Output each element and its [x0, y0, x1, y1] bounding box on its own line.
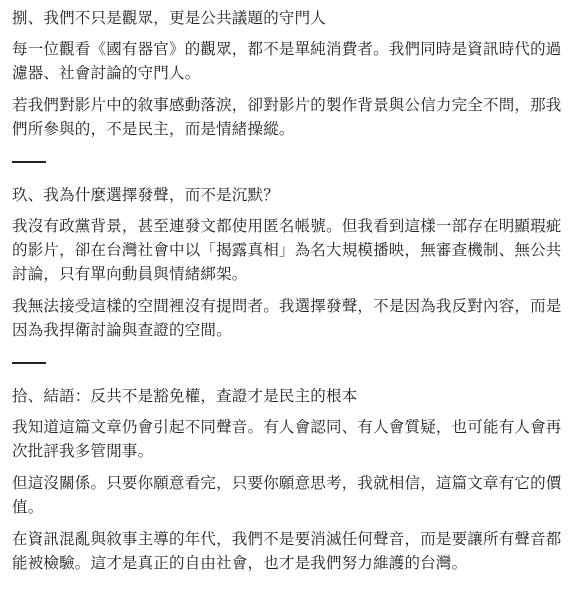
- section-heading: 拾、結語：反共不是豁免權，查證才是民主的根本: [12, 387, 358, 405]
- section-divider: [12, 362, 46, 364]
- paragraph: 我沒有政黨背景，甚至連發文都使用匿名帳號。但我看到這樣一部存在明顯瑕疵的影片，卻在台灣社會中以「揭露真相」為名大規模播映，無審查機制、無公共討論，只有單向動員與情緒綁架。: [12, 217, 562, 283]
- paragraph: 在資訊混亂與敘事主導的年代，我們不是要消滅任何聲音，而是要讓所有聲音都能被檢驗。這才是真正的自由社會，也才是我們努力維護的台灣。: [12, 530, 562, 572]
- paragraph: 我無法接受這樣的空間裡沒有提問者。我選擇發聲，不是因為我反對內容，而是因為我捍衛討論與查證的空間。: [12, 297, 562, 339]
- paragraph: 每一位觀看《國有器官》的觀眾，都不是單純消費者。我們同時是資訊時代的過濾器、社會討論的守門人。: [12, 40, 562, 82]
- section-9: [12, 183, 576, 342]
- paragraph: 但這沒關係。只要你願意看完，只要你願意思考，我就相信，這篇文章有它的價值。: [12, 474, 562, 516]
- section-8: [12, 6, 576, 141]
- paragraph: 若我們對影片中的敘事感動落淚，卻對影片的製作背景與公信力完全不問，那我們所參與的，不是民主，而是情緒操縱。: [12, 96, 562, 138]
- section-10: [12, 384, 576, 575]
- section-heading: 玖、我為什麼選擇發聲，而不是沉默？: [12, 186, 279, 204]
- paragraph: 我知道這篇文章仍會引起不同聲音。有人會認同、有人會質疑，也可能有人會再次批評我多管閒事。: [12, 418, 562, 460]
- section-divider: [12, 161, 46, 163]
- section-heading: 捌、我們不只是觀眾，更是公共議題的守門人: [12, 9, 327, 27]
